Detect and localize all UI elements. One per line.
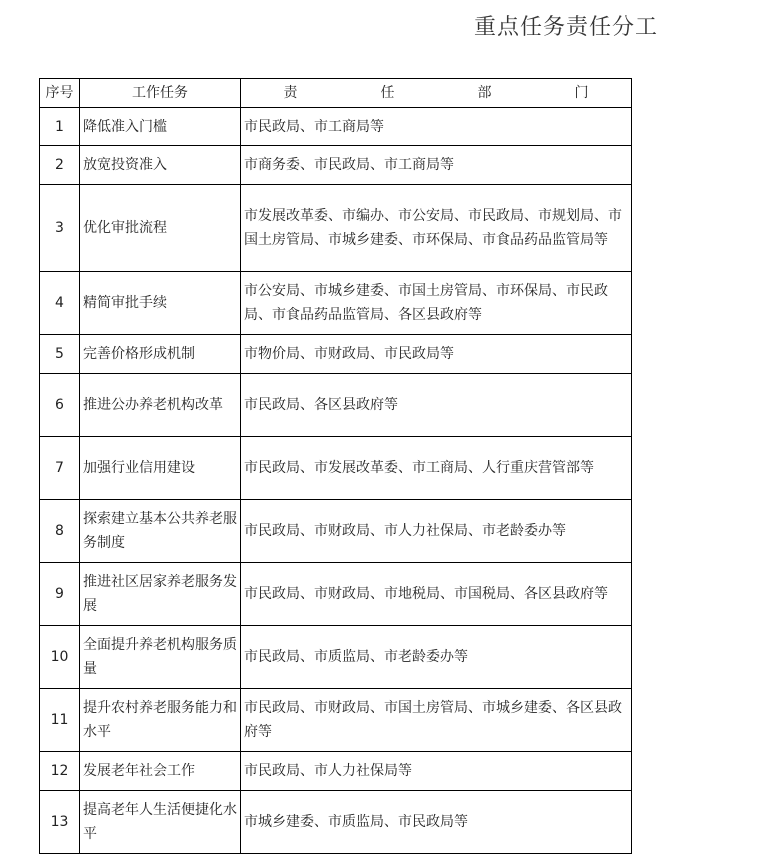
- header-task: 工作任务: [80, 79, 241, 108]
- row-dept: 市民政局、市质监局、市老龄委办等: [241, 626, 632, 689]
- row-task: 优化审批流程: [80, 185, 241, 272]
- table-row: [40, 108, 632, 146]
- table-row: [40, 500, 632, 563]
- row-dept: 市民政局、市人力社保局等: [241, 752, 632, 791]
- row-num: 7: [40, 437, 80, 500]
- row-task: 放宽投资准入: [80, 146, 241, 185]
- row-num: 10: [40, 626, 80, 689]
- table-row: [40, 146, 632, 185]
- row-task: 降低准入门槛: [80, 108, 241, 146]
- table-row: [40, 335, 632, 374]
- row-task: 加强行业信用建设: [80, 437, 241, 500]
- header-dept: [241, 79, 632, 108]
- header-dept-char: 门: [574, 85, 589, 101]
- row-dept: 市公安局、市城乡建委、市国土房管局、市环保局、市民政局、市食品药品监管局、各区县政府等: [241, 272, 632, 335]
- row-num: 6: [40, 374, 80, 437]
- table-row: [40, 374, 632, 437]
- row-dept: 市物价局、市财政局、市民政局等: [241, 335, 632, 374]
- row-dept: 市民政局、市财政局、市地税局、市国税局、各区县政府等: [241, 563, 632, 626]
- row-task: 推进公办养老机构改革: [80, 374, 241, 437]
- row-dept: 市民政局、市财政局、市人力社保局、市老龄委办等: [241, 500, 632, 563]
- row-num: 13: [40, 791, 80, 854]
- row-dept: 市商务委、市民政局、市工商局等: [241, 146, 632, 185]
- row-task: 全面提升养老机构服务质量: [80, 626, 241, 689]
- row-dept: 市民政局、市发展改革委、市工商局、人行重庆营管部等: [241, 437, 632, 500]
- header-num: 序号: [40, 79, 80, 108]
- responsibility-table: [39, 78, 632, 854]
- header-dept-char: 部: [477, 85, 492, 101]
- row-num: 4: [40, 272, 80, 335]
- page-title: 重点任务责任分工: [474, 15, 659, 40]
- row-task: 发展老年社会工作: [80, 752, 241, 791]
- row-task: 提高老年人生活便捷化水平: [80, 791, 241, 854]
- row-task: 探索建立基本公共养老服务制度: [80, 500, 241, 563]
- row-task: 完善价格形成机制: [80, 335, 241, 374]
- header-dept-char: 任: [380, 85, 395, 101]
- row-dept: 市民政局、市财政局、市国土房管局、市城乡建委、各区县政府等: [241, 689, 632, 752]
- row-num: 9: [40, 563, 80, 626]
- table-header-row: [40, 79, 632, 108]
- row-task: 提升农村养老服务能力和水平: [80, 689, 241, 752]
- row-num: 11: [40, 689, 80, 752]
- table-row: [40, 791, 632, 854]
- row-num: 1: [40, 108, 80, 146]
- row-num: 12: [40, 752, 80, 791]
- header-dept-char: 责: [283, 85, 298, 101]
- row-task: 精简审批手续: [80, 272, 241, 335]
- table-row: [40, 563, 632, 626]
- table-row: [40, 272, 632, 335]
- row-num: 8: [40, 500, 80, 563]
- row-num: 3: [40, 185, 80, 272]
- table-row: [40, 626, 632, 689]
- row-task: 推进社区居家养老服务发展: [80, 563, 241, 626]
- row-dept: 市民政局、各区县政府等: [241, 374, 632, 437]
- table-row: [40, 185, 632, 272]
- row-dept: 市城乡建委、市质监局、市民政局等: [241, 791, 632, 854]
- table-row: [40, 437, 632, 500]
- row-dept: 市民政局、市工商局等: [241, 108, 632, 146]
- table-row: [40, 689, 632, 752]
- row-dept: 市发展改革委、市编办、市公安局、市民政局、市规划局、市国土房管局、市城乡建委、市环保局、市食品药品监管局等: [241, 185, 632, 272]
- row-num: 5: [40, 335, 80, 374]
- row-num: 2: [40, 146, 80, 185]
- table-row: [40, 752, 632, 791]
